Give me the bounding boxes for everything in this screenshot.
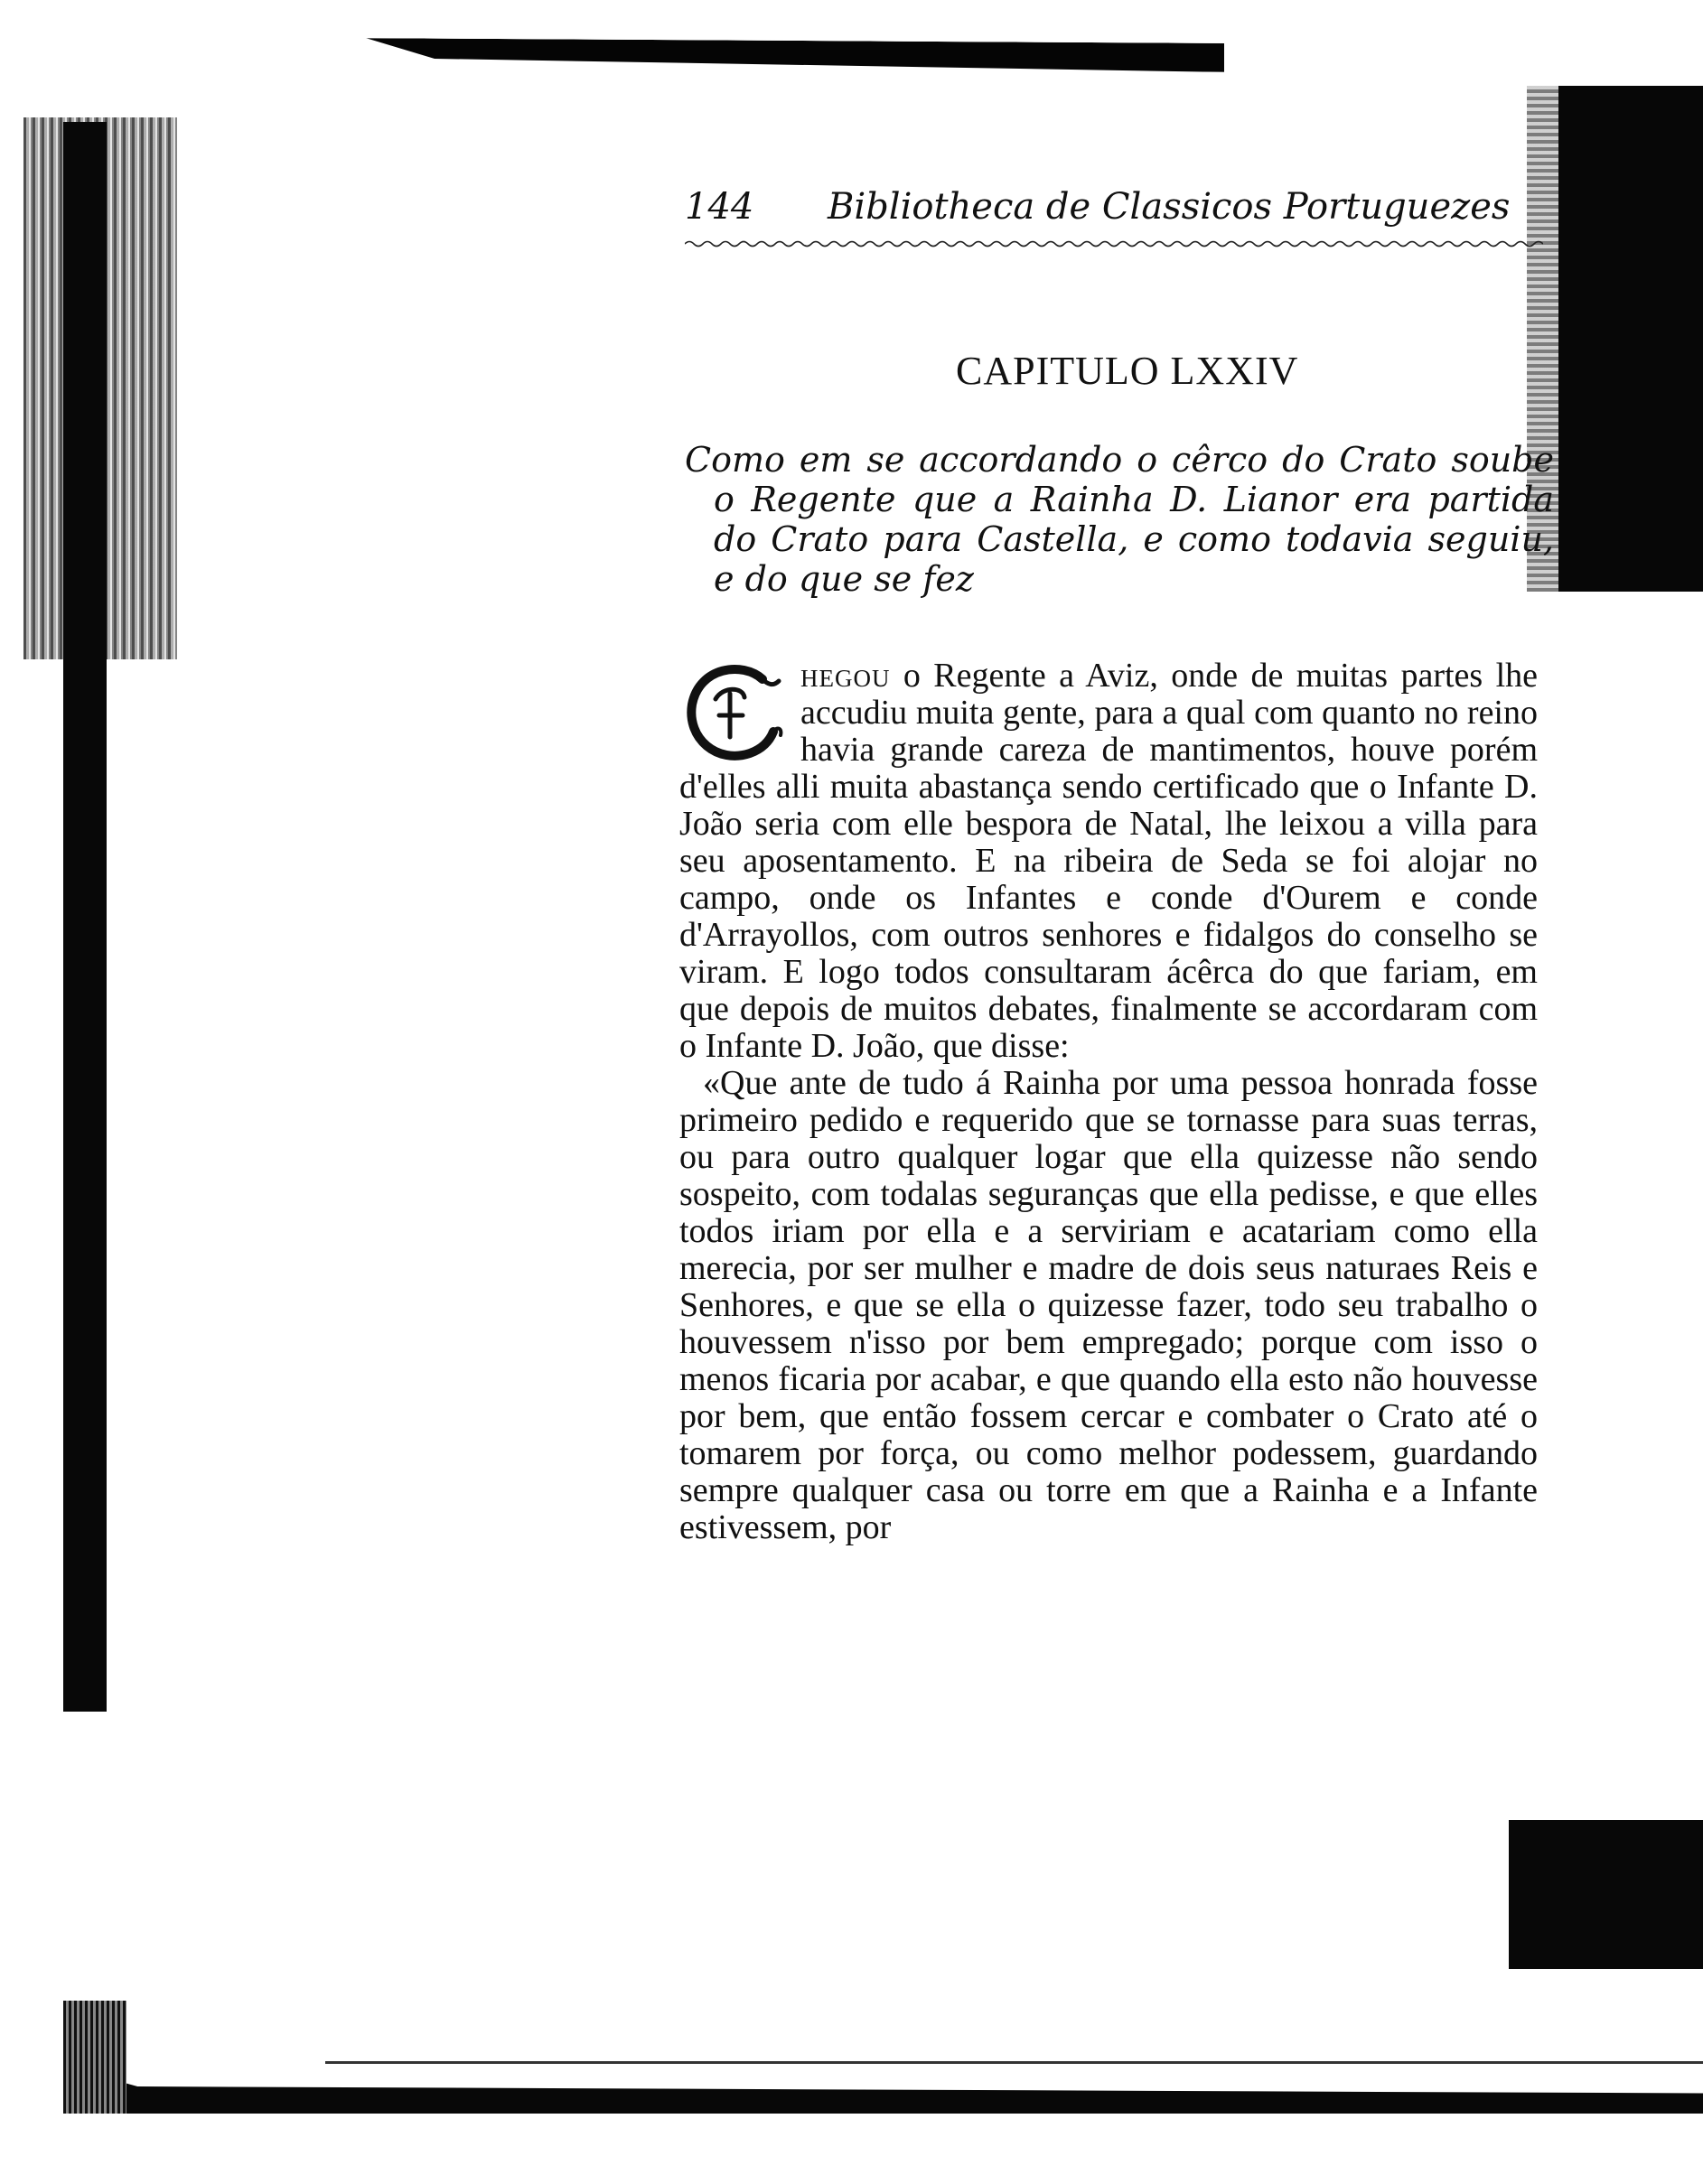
paragraph-2: «Que ante de tudo á Rainha por uma pessoa honrada fosse primeiro pedido e requerido que se tornasse para suas terras, ou para outro qualquer logar que ella quizesse não sendo sospeito, com todalas seguranças que ella pedisse, e que elles todos iriam por ella e a serviriam e acatariam como ella merecia, por ser mulher e madre de dois seus naturaes Reis e Senhores, e que se ella o quizesse fazer, todo seu trabalho o houvessem n'isso por bem empregado; porque com isso o menos ficaria por acabar, e que quando ella esto não houvesse por bem, que então fossem cercar e combater o Crato até o tomarem por força, ou como melhor podessem, guardando sempre qualquer casa ou torre em que a Rainha e a Infante estivessem, por: [679, 1064, 1538, 1546]
scan-artifact-bottom-bar: [72, 2068, 1703, 2114]
opening-word: hegou: [800, 657, 891, 695]
running-header: [685, 181, 1543, 235]
scan-artifact-right-bar: [1558, 86, 1703, 592]
scan-artifact-left-bar: [63, 122, 107, 1712]
chapter-summary: Como em se accordando o cêrco do Crato soube o Regente que a Rainha D. Lianor era partida do Crato para Castella, e como todavia seguiu, e do que se fez: [685, 440, 1554, 599]
body-text: [679, 658, 1538, 1546]
scan-artifact-bottom-line: [325, 2061, 1703, 2064]
header-wavy-rule: [685, 239, 1543, 248]
chapter-title: CAPITULO LXXIV: [956, 349, 1299, 393]
drop-cap-ornament: [679, 659, 788, 768]
scan-artifact-bottom-left-corner: [63, 2001, 126, 2114]
scan-artifact-top-bar: [366, 38, 1224, 72]
drop-cap-letter: C: [679, 659, 680, 660]
scan-artifact-right-block: [1509, 1820, 1703, 1969]
running-title: Bibliotheca de Classicos Portuguezes: [828, 186, 1511, 228]
page-number: 144: [685, 186, 754, 228]
paragraph-1-text: o Regente a Aviz, onde de muitas partes lhe accudiu muita gente, para a qual com quanto no reino havia grande careza de mantimentos, houve porém d'elles alli muita abastança sendo certificado que o Infante D. João seria com elle bespora de Natal, lhe leixou a villa para seu aposentamento. E na ribeira de Seda se foi alojar no campo, onde os Infantes e conde d'Ourem e conde d'Arrayollos, com outros senhores e fidalgos do conselho se viram. E logo todos consultaram ácêrca do que fariam, em que depois de muitos debates, finalmente se accordaram com o Infante D. João, que disse:: [679, 657, 1538, 1065]
paragraph-1: [679, 658, 1538, 1065]
